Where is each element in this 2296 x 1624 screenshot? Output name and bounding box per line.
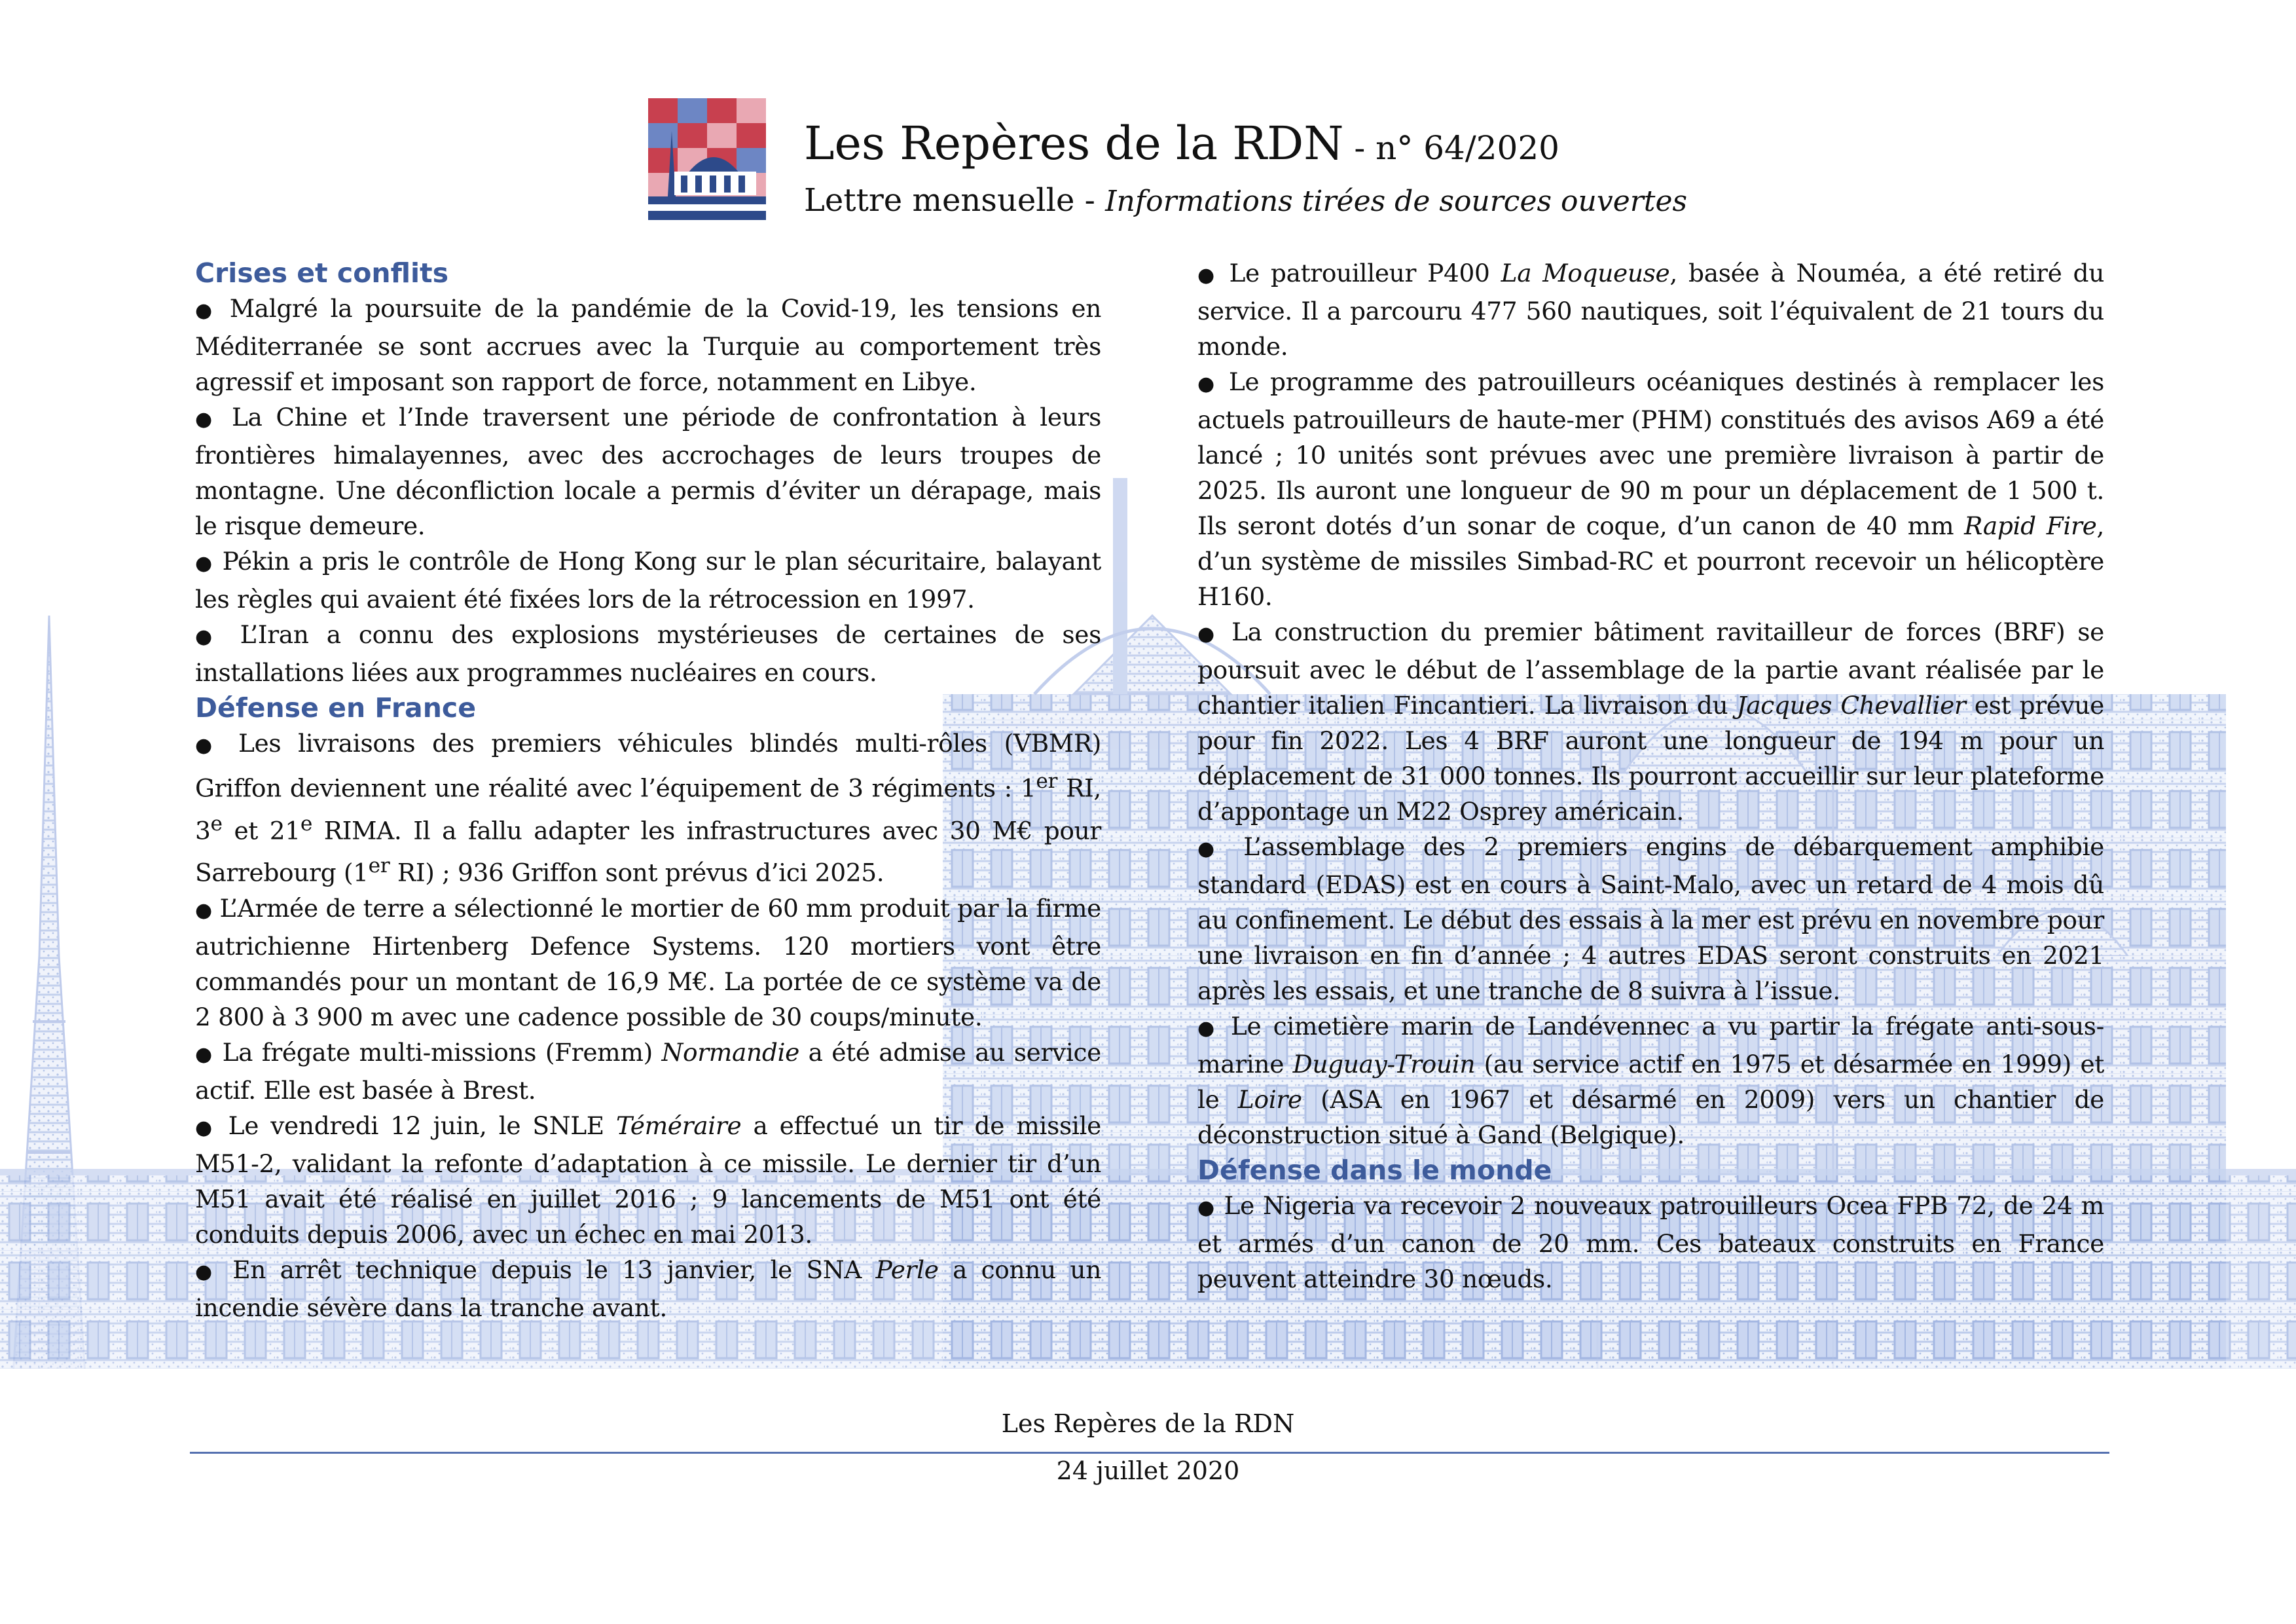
bullet-icon: ● [1197, 1017, 1219, 1040]
rdn-logo [648, 98, 766, 221]
bullet-icon: ● [195, 1260, 219, 1283]
footer-date: 24 juillet 2020 [1056, 1456, 1240, 1485]
bullet-icon: ● [195, 1116, 217, 1139]
bullet-icon: ● [1197, 623, 1220, 646]
paragraph: ● L’Armée de terre a sélectionné le mortier de 60 mm produit par la firme autrichienne Hirtenberg Defence Systems. 120 mortiers vont être commandés pour un montant de 16,9 M€. La portée de ce système va de 2 800 à 3 900 m avec une cadence possible de 30 coups/minute. [195, 893, 1101, 1031]
bullet-icon: ● [195, 408, 219, 431]
paragraph: ● La Chine et l’Inde traversent une période de confrontation à leurs frontières himalayennes, avec des accrochages de leurs troupes de montagne. Une déconfliction locale a permis d’éviter un dérapage, mais le risque demeure. [195, 403, 1101, 540]
title-text: Les Repères de la RDN [804, 117, 1344, 170]
paragraph: ● Pékin a pris le contrôle de Hong Kong sur le plan sécuritaire, balayant les règles qui avaient été fixées lors de la rétrocession en 1997. [195, 547, 1101, 614]
bullet-icon: ● [195, 625, 223, 648]
right-column [1197, 255, 2104, 1297]
paragraph: ● La frégate multi-missions (Fremm) Normandie a été admise au service actif. Elle est basée à Brest. [195, 1037, 1102, 1105]
bullet-icon: ● [195, 552, 213, 575]
footer-title: Les Repères de la RDN [1001, 1409, 1295, 1438]
page-subtitle [804, 182, 1687, 219]
paragraph: ● L’Iran a connu des explosions mystérieuses de certaines de ses installations liées aux programmes nucléaires en cours. [195, 620, 1102, 687]
left-column [195, 255, 1101, 1325]
header [648, 98, 1761, 229]
bullet-icon: ● [195, 734, 222, 757]
page-title [804, 117, 1559, 170]
subtitle-plain: Lettre mensuelle - [804, 182, 1106, 219]
paragraph: ● La construction du premier bâtiment ravitailleur de forces (BRF) se poursuit avec le début de l’assemblage de la partie avant réalisée par le chantier italien Fincantieri. La livraison du Jacques Chevallier est prévue pour fin 2022. Les 4 BRF auront une longueur de 194 m pour un déplacement de 31 000 tonnes. Ils pourront accueillir sur leur plateforme d’appontage un M22 Osprey américain. [1197, 618, 2105, 826]
paragraph: ● Le vendredi 12 juin, le SNLE Téméraire a effectué un tir de missile M51-2, validant la refonte d’adaptation à ce missile. Le dernier tir d’un M51 avait été réalisé en juillet 2016 ; 9 lancements de M51 ont été conduits depuis 2006, avec un échec en mai 2013. [195, 1111, 1101, 1249]
footer-divider [190, 1452, 2109, 1454]
paragraph: ● Le programme des patrouilleurs océaniques destinés à remplacer les actuels patrouilleurs de haute-mer (PHM) constitués des avisos A69 a été lancé ; 10 unités sont prévues avec une première livraison à partir de 2025. Ils auront une longueur de 90 m pour un déplacement de 1 500 t. Ils seront dotés d’un sonar de coque, d’un canon de 40 mm Rapid Fire, d’un système de missiles Simbad-RC et pourront recevoir un hélicoptère H160. [1197, 367, 2105, 611]
section-title-crises: Crises et conflits [195, 257, 449, 289]
bullet-icon: ● [1197, 1196, 1216, 1219]
paragraph: ● Le patrouilleur P400 La Moqueuse, basée à Nouméa, a été retiré du service. Il a parcouru 477 560 nautiques, soit l’équivalent de 21 tours du monde. [1197, 259, 2105, 361]
paragraph: ● Le Nigeria va recevoir 2 nouveaux patrouilleurs Ocea FPB 72, de 24 m et armés d’un canon de 20 mm. Ces bateaux construits en France peuvent atteindre 30 nœuds. [1197, 1191, 2104, 1293]
bullet-icon: ● [195, 299, 217, 322]
bullet-icon: ● [1197, 373, 1218, 396]
paragraph: ● L’assemblage des 2 premiers engins de débarquement amphibie standard (EDAS) est en cours à Saint-Malo, avec un retard de 4 mois dû au confinement. Le début des essais à la mer est prévu en novembre pour une livraison en fin d’année ; 4 autres EDAS seront construits en 2021 après les essais, et une tranche de 8 suivra à l’issue. [1197, 832, 2105, 1005]
section-title-defense-monde: Défense dans le monde [1197, 1154, 1552, 1186]
subtitle-italic: Informations tirées de sources ouvertes [1105, 185, 1688, 218]
paragraph: ● Les livraisons des premiers véhicules blindés multi-rôles (VBMR) Griffon deviennent une réalité avec l’équipement de 3 régiments : 1er RI, 3e et 21e RIMA. Il a fallu adapter les infrastructures avec 30 M€ pour Sarrebourg (1er RI) ; 936 Griffon sont prévus d’ici 2025. [195, 729, 1102, 887]
paragraph: ● Malgré la poursuite de la pandémie de la Covid-19, les tensions en Méditerranée se sont accrues avec la Turquie au comportement très agressif et imposant son rapport de force, notamment en Libye. [195, 294, 1101, 396]
bullet-icon: ● [195, 898, 212, 922]
bullet-icon: ● [1197, 838, 1226, 860]
section-title-defense-france: Défense en France [195, 692, 476, 724]
paragraph: ● En arrêt technique depuis le 13 janvier, le SNA Perle a connu un incendie sévère dans la tranche avant. [195, 1255, 1101, 1322]
paragraph: ● Le cimetière marin de Landévennec a vu partir la frégate anti-sous-marine Duguay-Trouin (au service actif en 1975 et désarmée en 1999) et le Loire (ASA en 1967 et désarmé en 2009) vers un chantier de déconstruction situé à Gand (Belgique). [1197, 1012, 2105, 1149]
bullet-icon: ● [1197, 264, 1218, 287]
issue-number: - n° 64/2020 [1343, 129, 1559, 167]
bullet-icon: ● [195, 1043, 213, 1066]
